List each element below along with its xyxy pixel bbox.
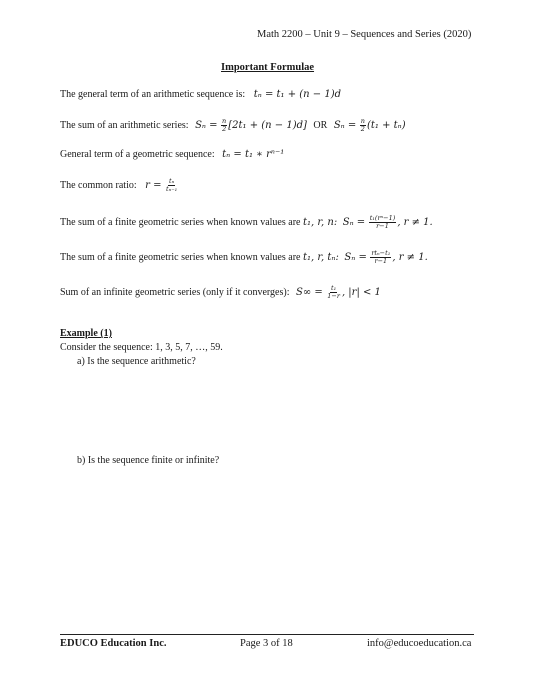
- or-separator: OR: [313, 119, 328, 131]
- footer-page-number: Page 3 of 18: [240, 638, 293, 649]
- example-intro: Consider the sequence: 1, 3, 5, 7, …, 59.: [60, 342, 223, 353]
- fraction-numerator: n: [222, 117, 227, 125]
- known-values: t₁, r, tₙ:: [302, 251, 339, 263]
- formula-condition: , r ≠ 1.: [397, 216, 433, 228]
- formula-expression: tₙ = t₁ + (n − 1)d: [253, 89, 342, 100]
- fraction: [370, 250, 391, 265]
- formula-expression: tₙ = t₁ ∗ rⁿ⁻¹: [222, 149, 285, 160]
- formula-lhs: S∞ =: [295, 286, 323, 298]
- example-title: Example (1): [60, 328, 112, 339]
- formula-label: The sum of a finite geometric series when known values are: [60, 216, 301, 228]
- formula-lhs: Sₙ =: [195, 119, 218, 131]
- footer-email: info@educoeducation.ca: [367, 638, 472, 649]
- fraction-denominator: tₙ₋₁: [166, 185, 178, 193]
- formula-rhs: (t₁ + tₙ): [366, 119, 406, 131]
- fraction-denominator: r−1: [374, 257, 388, 265]
- formula-lhs: r =: [145, 179, 162, 191]
- question-b: b) Is the sequence finite or infinite?: [77, 455, 220, 466]
- formula-condition: , |r| < 1: [341, 286, 381, 298]
- geometric-general-term: [60, 149, 284, 161]
- formula-label: The general term of an arithmetic sequence is:: [60, 89, 246, 100]
- fraction-numerator: n: [360, 117, 365, 125]
- fraction-numerator: t₁(rⁿ−1): [369, 214, 396, 222]
- arithmetic-series-sum: [60, 118, 406, 133]
- formula-condition: , r ≠ 1.: [392, 251, 428, 263]
- fraction-numerator: rtₙ−t₁: [371, 249, 391, 257]
- formula-label: The common ratio:: [60, 179, 137, 191]
- infinite-geometric-sum: [60, 285, 381, 300]
- question-a: a) Is the sequence arithmetic?: [77, 356, 196, 367]
- footer-company: EDUCO Education Inc.: [60, 638, 167, 649]
- finite-geometric-sum-tn: [60, 250, 428, 265]
- formula-lhs: Sₙ =: [342, 216, 366, 228]
- footer-divider: [60, 634, 474, 635]
- fraction-denominator: r−1: [376, 222, 389, 230]
- formula-rhs: [2t₁ + (n − 1)d]: [228, 119, 307, 131]
- fraction: [326, 285, 341, 300]
- arithmetic-general-term: [60, 89, 341, 101]
- fraction-denominator: 2: [360, 125, 365, 133]
- formula-lhs: Sₙ =: [333, 119, 357, 131]
- fraction-numerator: tₙ: [169, 177, 175, 185]
- common-ratio: [60, 178, 179, 193]
- fraction-numerator: t₁: [330, 284, 337, 292]
- fraction: [221, 118, 227, 133]
- fraction-denominator: 2: [222, 125, 227, 133]
- section-heading: Important Formulae: [221, 62, 315, 73]
- fraction: [369, 215, 397, 230]
- formula-label: The sum of a finite geometric series when known values are: [60, 251, 301, 263]
- formula-lhs: Sₙ =: [344, 251, 367, 263]
- fraction: [360, 118, 366, 133]
- page-header-title: Math 2200 – Unit 9 – Sequences and Series (2020): [257, 29, 472, 40]
- formula-label: Sum of an infinite geometric series (only if it converges):: [60, 286, 290, 298]
- finite-geometric-sum-n: [60, 215, 433, 230]
- formula-label: The sum of an arithmetic series:: [60, 119, 189, 131]
- formula-label: General term of a geometric sequence:: [60, 149, 215, 160]
- fraction: [165, 178, 178, 193]
- fraction-denominator: 1−r: [327, 292, 340, 300]
- known-values: t₁, r, n:: [302, 216, 338, 228]
